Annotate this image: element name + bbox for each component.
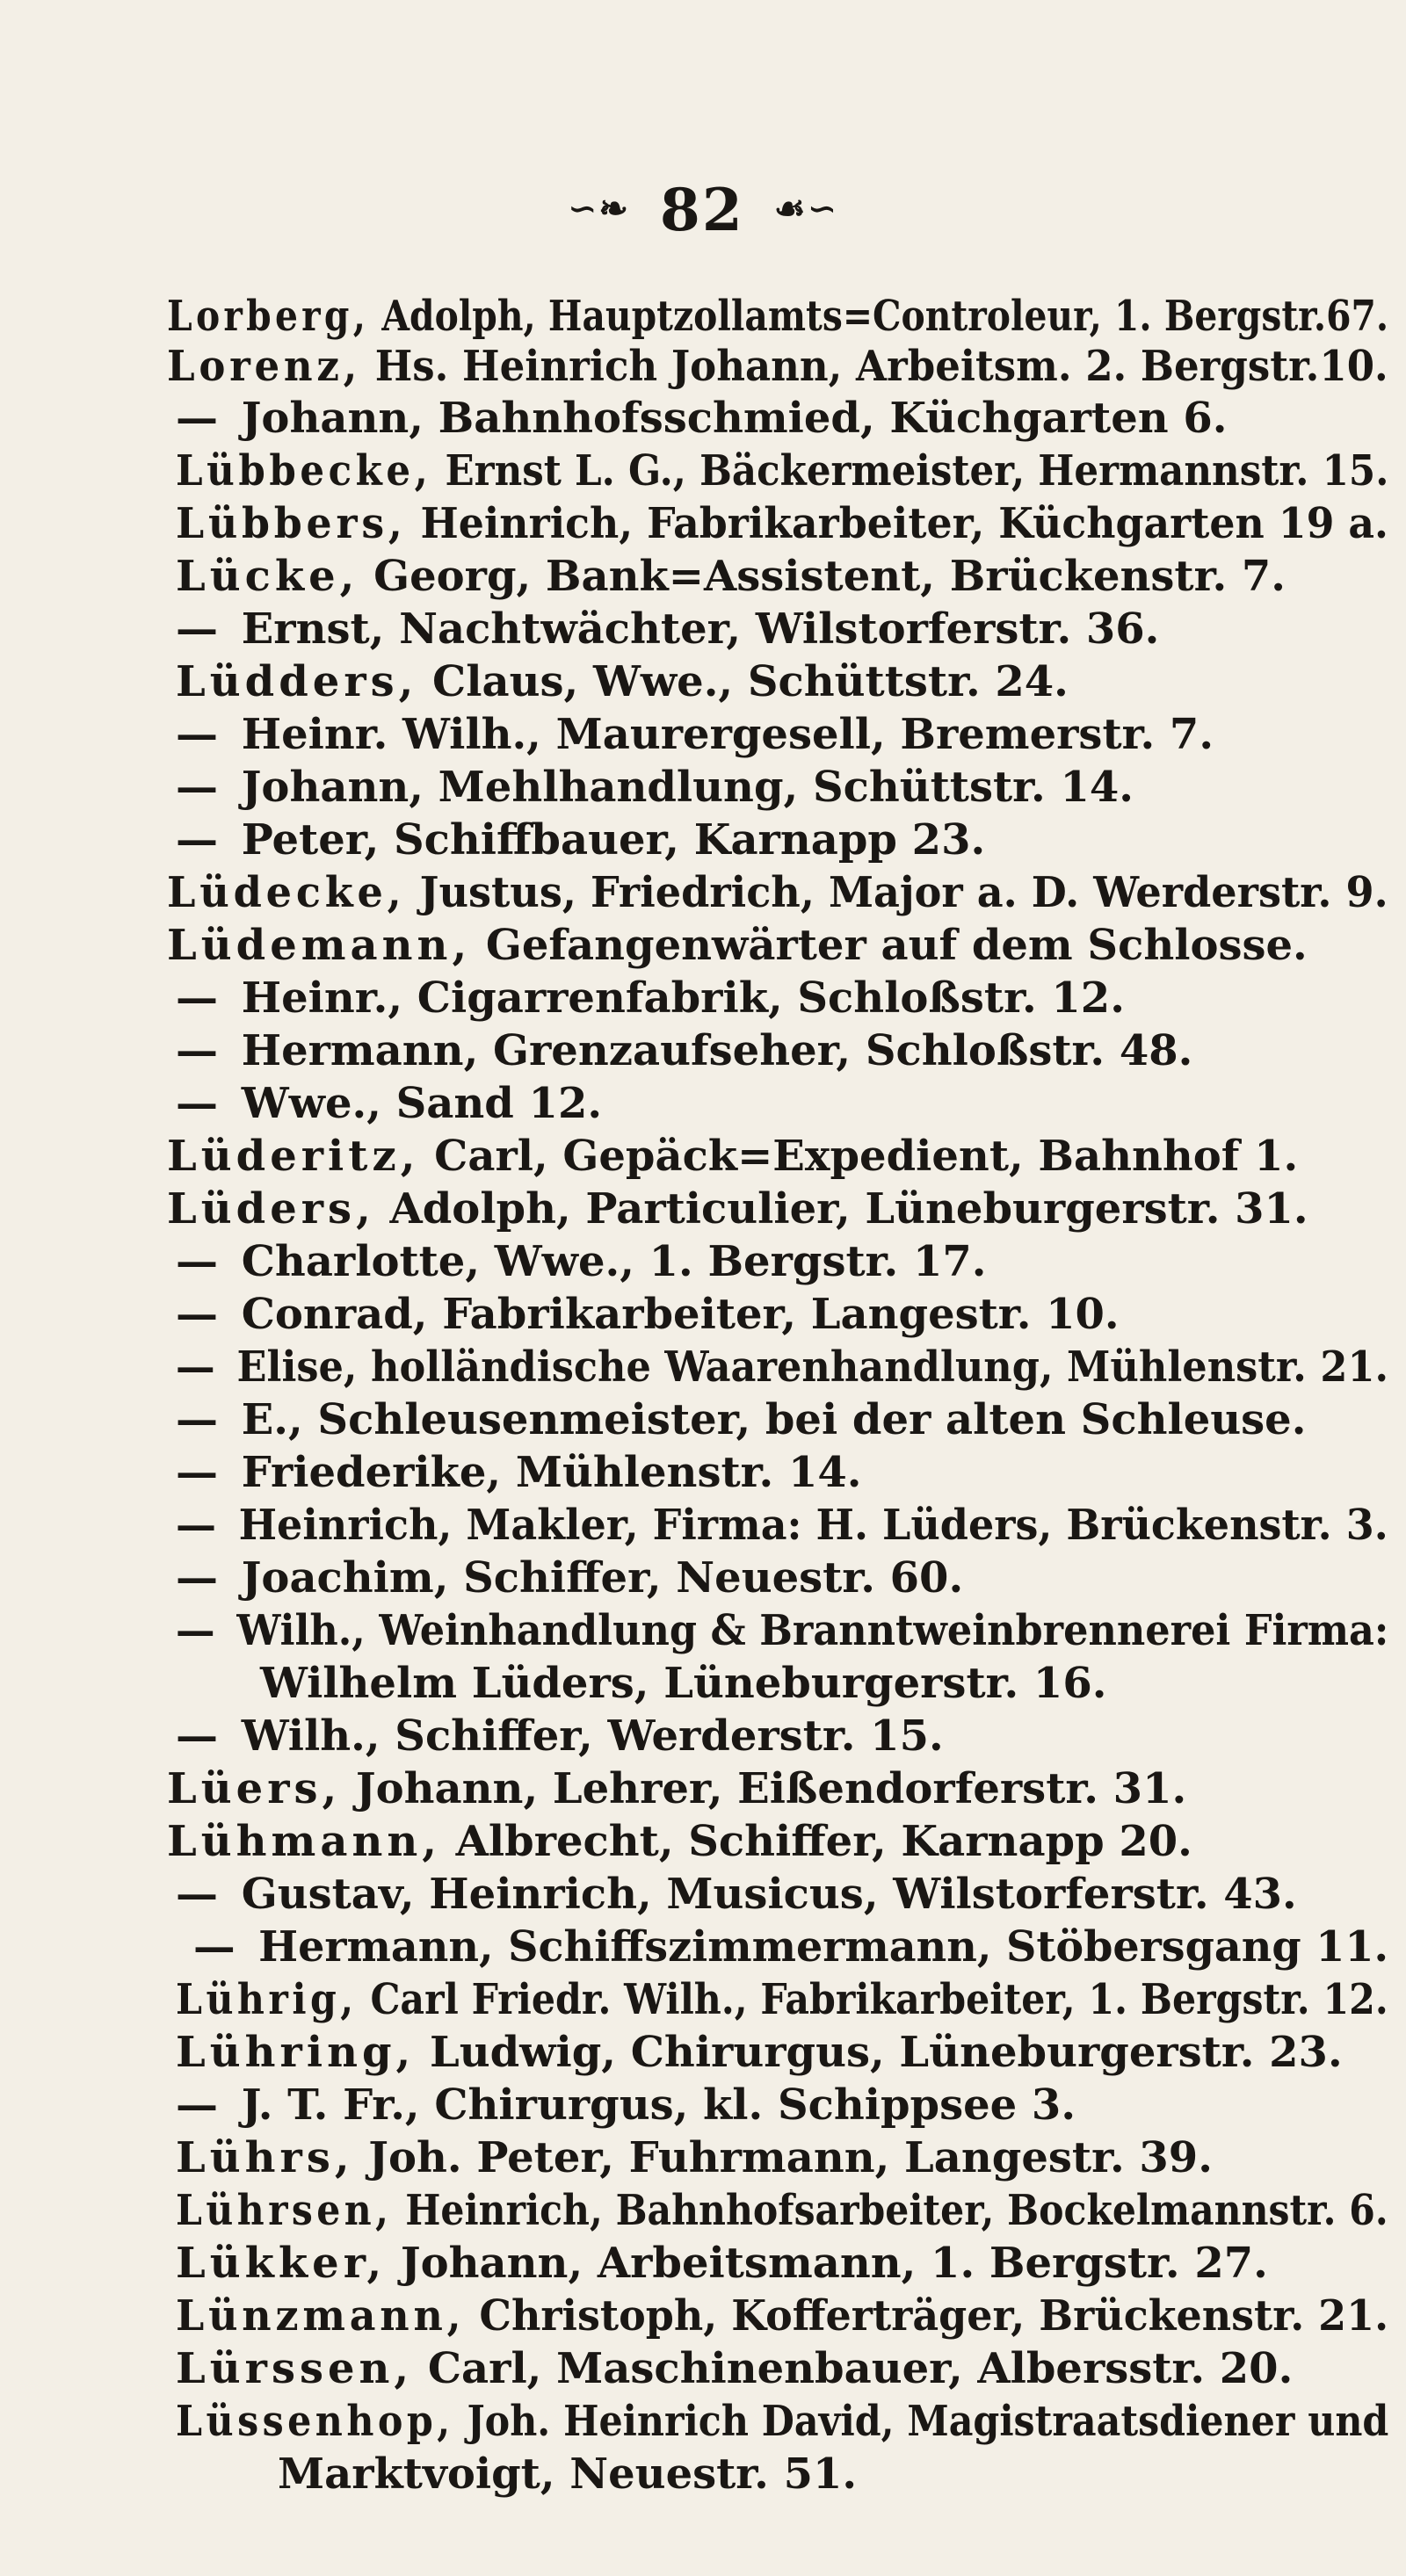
entry-surname: Lükker, (176, 2239, 387, 2288)
entry-details: Heinr. Wilh., Maurergesell, Bremerstr. 7. (227, 710, 1214, 759)
entry-details: Heinrich, Fabrikarbeiter, Küchgarten 19 a. (406, 499, 1388, 548)
continuation-dash: — (176, 1079, 218, 1128)
entry-surname: Lüderitz, (167, 1132, 420, 1181)
entry-details: Wilh., Schiffer, Werderstr. 15. (227, 1711, 944, 1761)
entry-details: Johann, Mehlhandlung, Schüttstr. 14. (227, 763, 1134, 812)
entry-line (176, 2131, 1213, 2184)
entry-details: Justus, Friedrich, Major a. D. Werderstr. 9. (405, 868, 1388, 917)
entry-line (167, 866, 1388, 919)
entry-line (176, 2026, 1343, 2079)
entry-surname: Lücke, (176, 552, 359, 601)
entry-details: Ernst L. G., Bäckermeister, Hermannstr. 15. (431, 446, 1389, 496)
entry-details: Carl, Maschinenbauer, Albersstr. 20. (413, 2344, 1294, 2393)
entry-details: Wwe., Sand 12. (227, 1079, 603, 1128)
continuation-dash: — (176, 2080, 218, 2130)
continuation-dash: — (176, 1237, 218, 1286)
entry-surname: Lühring, (176, 2028, 416, 2077)
continuation-dash: — (193, 1922, 236, 1972)
entry-line (176, 1499, 1388, 1552)
entry-surname: Lüers, (167, 1764, 342, 1813)
entry-surname: Lüssenhop, (176, 2397, 454, 2446)
continuation-dash: — (176, 1026, 218, 1075)
entry-line (176, 2395, 1388, 2448)
continuation-dash: — (176, 394, 218, 443)
entry-surname: Lübbecke, (176, 446, 432, 496)
entry-line (167, 1183, 1308, 1235)
ornament-left-icon: ∽❧ (567, 187, 630, 229)
entry-surname: Lorberg, (167, 292, 370, 341)
entry-details: Charlotte, Wwe., 1. Bergstr. 17. (227, 1237, 987, 1286)
entry-details: Johann, Lehrer, Eißendorferstr. 31. (341, 1764, 1187, 1813)
entry-line (176, 1604, 1388, 1657)
entry-line (176, 2342, 1293, 2395)
entry-line (167, 919, 1308, 972)
entry-line (176, 1710, 944, 1762)
ornament-right-icon: ☙∽ (773, 187, 839, 229)
entry-line (176, 1288, 1120, 1341)
entry-line (167, 1762, 1186, 1815)
entry-details: Ludwig, Chirurgus, Lüneburgerstr. 23. (415, 2028, 1343, 2077)
entry-line (176, 2237, 1268, 2290)
entry-line (176, 1973, 1388, 2026)
entry-line (176, 2079, 1076, 2131)
entry-details: Carl Friedr. Wilh., Fabrikarbeiter, 1. Bergstr. 12. (357, 1975, 1388, 2024)
continuation-dash: — (176, 815, 218, 865)
entry-line (176, 1552, 963, 1604)
entry-surname: Lüdecke, (167, 868, 406, 917)
entry-surname: Lührig, (176, 1975, 358, 2024)
continuation-dash: — (176, 710, 218, 759)
continuation-dash: — (176, 1870, 218, 1919)
entry-line (278, 2448, 857, 2500)
entry-details: Ernst, Nachtwächter, Wilstorferstr. 36. (227, 604, 1160, 654)
page-header (0, 176, 1406, 244)
entry-surname: Lüders, (167, 1184, 375, 1234)
entry-surname: Lührsen, (176, 2186, 393, 2235)
entry-line (260, 1657, 1106, 1710)
entry-details: Adolph, Particulier, Lüneburgerstr. 31. (374, 1184, 1308, 1234)
entry-line (176, 1235, 986, 1288)
entry-details: Albrecht, Schiffer, Karnapp 20. (440, 1817, 1192, 1866)
entry-details: Adolph, Hauptzollamts=Controleur, 1. Bergstr.67. (369, 292, 1389, 341)
entry-line (167, 340, 1388, 393)
entry-details: Hermann, Grenzaufseher, Schloßstr. 48. (227, 1026, 1193, 1075)
entry-details: Gustav, Heinrich, Musicus, Wilstorferstr. 43. (227, 1870, 1297, 1919)
entry-line (167, 290, 1388, 343)
continuation-dash: — (176, 973, 218, 1023)
entry-line (167, 1130, 1298, 1183)
entry-line (176, 1024, 1192, 1077)
continuation-dash: — (176, 1290, 218, 1339)
entry-details: Georg, Bank=Assistent, Brückenstr. 7. (359, 552, 1286, 601)
entry-line (176, 1393, 1306, 1446)
entry-line (176, 2184, 1388, 2237)
entry-line (176, 814, 985, 866)
entry-surname: Lüdemann, (167, 921, 472, 970)
continuation-dash: — (176, 604, 218, 654)
page-number: 82 (659, 176, 744, 244)
entry-details: Carl, Gepäck=Expedient, Bahnhof 1. (419, 1132, 1299, 1181)
entry-details: Elise, holländische Waarenhandlung, Mühlenstr. 21. (222, 1342, 1389, 1392)
entry-details: E., Schleusenmeister, bei der alten Schleuse. (227, 1395, 1307, 1444)
entry-line (176, 761, 1134, 814)
entry-details: Claus, Wwe., Schüttstr. 24. (417, 657, 1069, 706)
continuation-dash: — (176, 1553, 218, 1603)
continuation-dash: — (176, 1448, 218, 1497)
entry-details: Joachim, Schiffer, Neuestr. 60. (227, 1553, 964, 1603)
entry-details: Heinrich, Makler, Firma: H. Lüders, Brückenstr. 3. (224, 1501, 1388, 1550)
entry-surname: Lürssen, (176, 2344, 414, 2393)
entry-surname: Lorenz, (167, 342, 362, 391)
entry-surname: Lüdders, (176, 657, 418, 706)
entry-surname: Lünzmann, (176, 2291, 466, 2341)
entry-details: Heinrich, Bahnhofsarbeiter, Bockelmannstr. 6. (392, 2186, 1388, 2235)
entry-line (176, 708, 1214, 761)
continuation-dash: — (176, 763, 218, 812)
entry-details: Johann, Arbeitsmann, 1. Bergstr. 27. (386, 2239, 1268, 2288)
entry-details: Christoph, Kofferträger, Brückenstr. 21. (465, 2291, 1389, 2341)
continuation-dash: — (176, 1606, 215, 1655)
entry-line (176, 2290, 1388, 2342)
entry-surname: Lührs, (176, 2133, 354, 2182)
entry-line (176, 655, 1069, 708)
entry-surname: Lühmann, (167, 1817, 441, 1866)
entry-line (176, 1077, 602, 1130)
entry-details: Hermann, Schiffszimmermann, Stöbersgang 11. (243, 1922, 1389, 1972)
entry-line (176, 603, 1159, 655)
entry-details: Wilhelm Lüders, Lüneburgerstr. 16. (260, 1659, 1107, 1708)
entry-surname: Lübbers, (176, 499, 407, 548)
entry-line (167, 1815, 1192, 1868)
entry-line (176, 392, 1227, 445)
continuation-dash: — (176, 1711, 218, 1761)
continuation-dash: — (176, 1342, 215, 1392)
entry-details: Marktvoigt, Neuestr. 51. (278, 2449, 858, 2499)
continuation-dash: — (176, 1395, 218, 1444)
entry-details: Gefangenwärter auf dem Schlosse. (471, 921, 1308, 970)
entry-line (176, 550, 1286, 603)
entry-details: Joh. Peter, Fuhrmann, Langestr. 39. (353, 2133, 1213, 2182)
entry-details: J. T. Fr., Chirurgus, kl. Schippsee 3. (227, 2080, 1076, 2130)
entry-details: Hs. Heinrich Johann, Arbeitsm. 2. Bergstr.10. (361, 342, 1388, 391)
entry-line (176, 972, 1125, 1024)
continuation-dash: — (176, 1501, 216, 1550)
entry-details: Peter, Schiffbauer, Karnapp 23. (227, 815, 986, 865)
entry-line (176, 497, 1388, 550)
entry-details: Heinr., Cigarrenfabrik, Schloßstr. 12. (227, 973, 1125, 1023)
entry-line (176, 1341, 1388, 1393)
entry-details: Wilh., Weinhandlung & Branntweinbrennerei Firma: (222, 1606, 1389, 1655)
entry-line (176, 1868, 1297, 1921)
entry-line (176, 1446, 861, 1499)
entry-details: Johann, Bahnhofsschmied, Küchgarten 6. (227, 394, 1228, 443)
entry-details: Joh. Heinrich David, Magistraatsdiener und (453, 2397, 1389, 2446)
entry-line (193, 1921, 1388, 1973)
entry-line (176, 445, 1388, 497)
entry-details: Friederike, Mühlenstr. 14. (227, 1448, 862, 1497)
entry-details: Conrad, Fabrikarbeiter, Langestr. 10. (227, 1290, 1120, 1339)
